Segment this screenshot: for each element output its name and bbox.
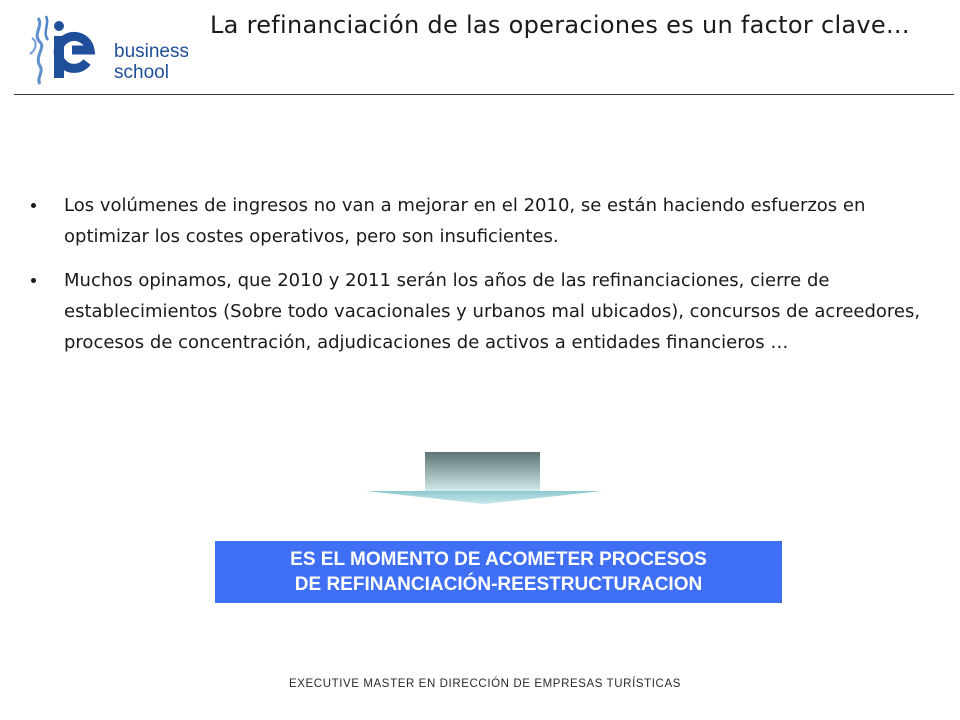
bullet-text: Muchos opinamos, que 2010 y 2011 serán los años de las refinanciaciones, cierre de establecimientos (Sobre todo vacacionales y urbanos mal ubicados), concursos de acreedores, procesos de concentración, adjudicaciones de activos a entidades financieros … — [64, 270, 921, 353]
bullet-text: Los volúmenes de ingresos no van a mejorar en el 2010, se están haciendo esfuerzos en optimizar los costes operativos, pero son insuficientes. — [64, 195, 866, 247]
bullet-list — [28, 190, 938, 371]
down-arrow-icon — [366, 450, 602, 506]
footer-text: EXECUTIVE MASTER EN DIRECCIÓN DE EMPRESAS TURÍSTICAS — [288, 678, 682, 690]
bullet-dot-icon — [31, 203, 36, 208]
callout-line2: DE REFINANCIACIÓN-REESTRUCTURACION — [294, 574, 703, 595]
bullet-item — [28, 190, 938, 252]
title-divider — [14, 94, 954, 95]
slide-title: La refinanciación de las operaciones es un factor clave... — [210, 11, 910, 39]
conclusion-callout — [215, 541, 782, 603]
bullet-item — [28, 265, 938, 358]
logo-line1: business — [114, 41, 188, 62]
bullet-dot-icon — [31, 278, 36, 283]
ie-business-school-logo — [28, 12, 188, 92]
callout-line1: ES EL MOMENTO DE ACOMETER PROCESOS — [290, 549, 707, 570]
logo-graphic — [28, 12, 188, 92]
logo-line2: school — [114, 62, 169, 83]
